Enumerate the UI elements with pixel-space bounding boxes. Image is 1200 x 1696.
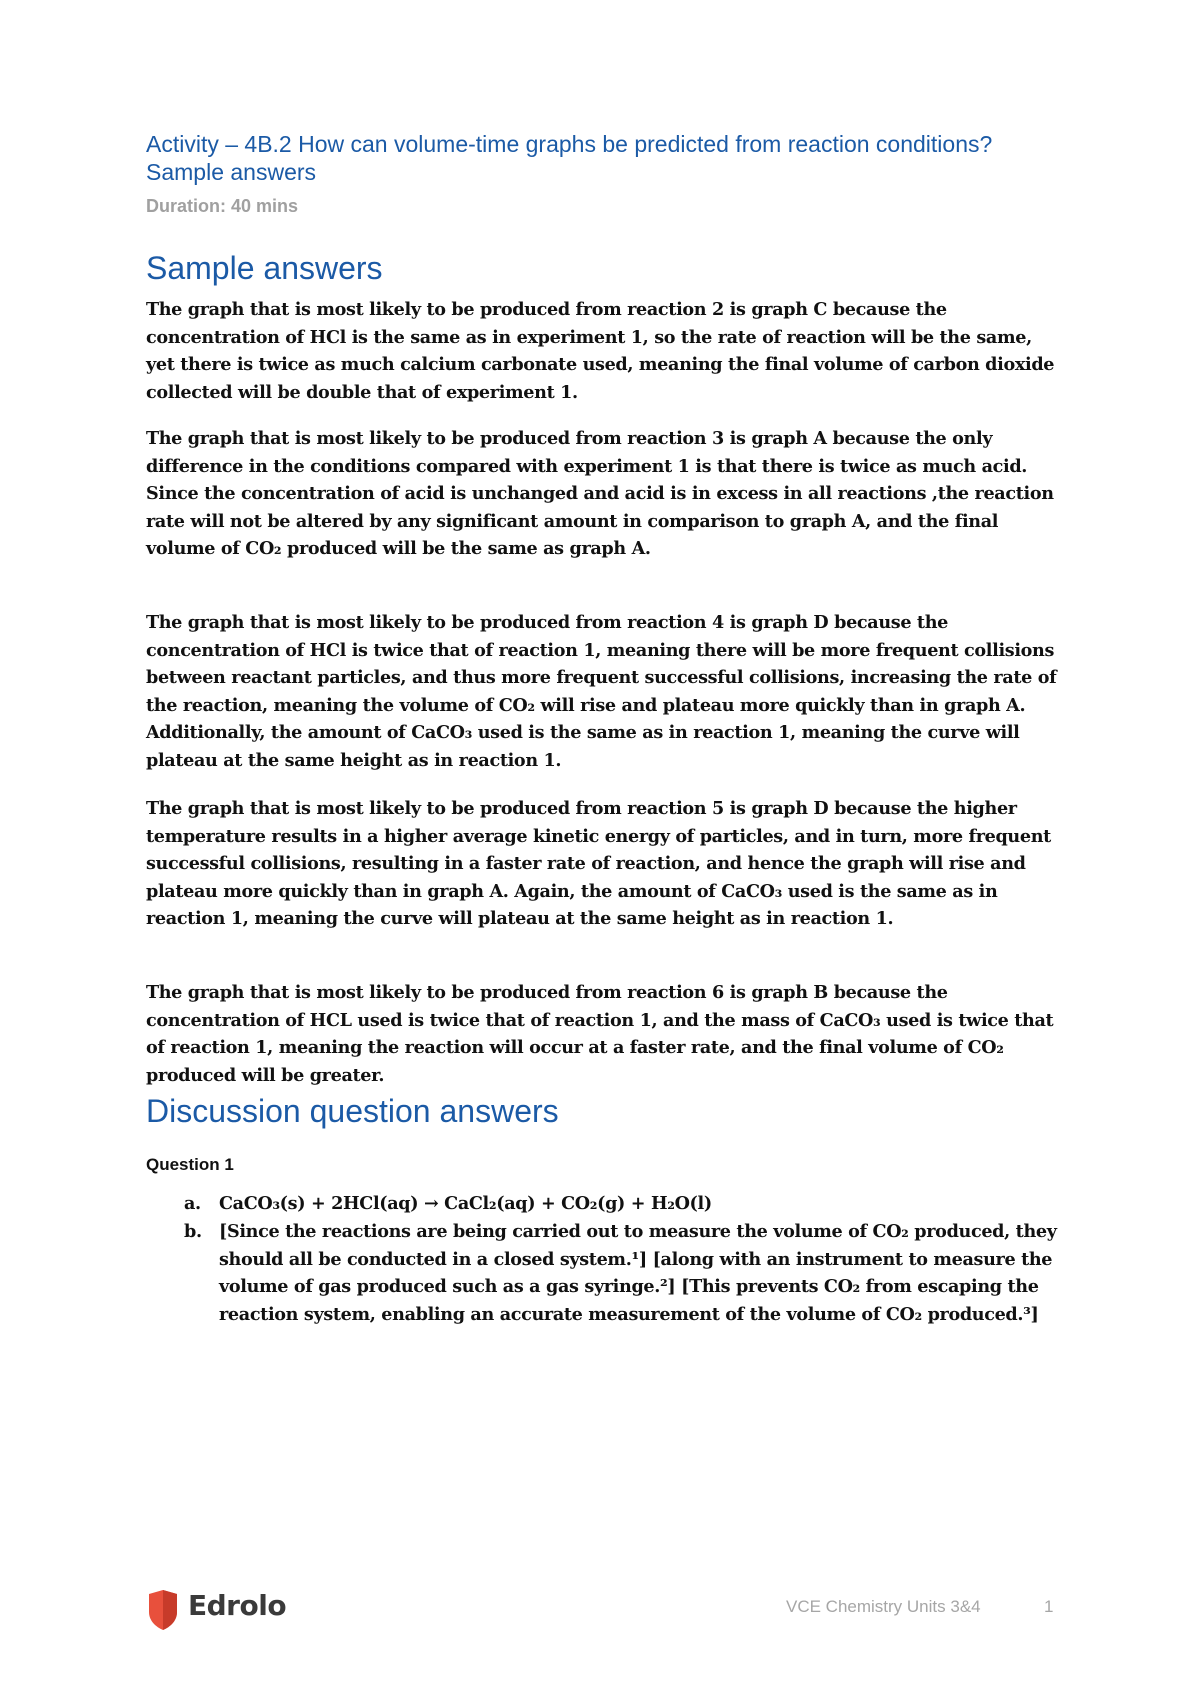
answer-marker: a. — [184, 1193, 201, 1214]
answer-marker: b. — [184, 1221, 202, 1242]
sample-answers-heading: Sample answers — [146, 250, 383, 286]
question-label: Question 1 — [146, 1155, 234, 1174]
answer-paragraph: The graph that is most likely to be produced from reaction 2 is graph C because the concentration of HCl is the same as in experiment 1, so the rate of reaction will be the same, yet there is twice as much calcium carbonate used, meaning the final volume of carbon dioxide collected will be double that of experiment 1. — [146, 299, 1055, 403]
answer-paragraph: The graph that is most likely to be produced from reaction 4 is graph D because the concentration of HCl is twice that of reaction 1, meaning there will be more frequent collisions between reactant particles, and thus more frequent successful collisions, increasing the rate of the reaction, meaning the volume of CO₂ will rise and plateau more quickly than in graph A. Additionally, the amount of CaCO₃ used is the same as in reaction 1, meaning the curve will plateau at the same height as in reaction 1. — [146, 612, 1057, 771]
answer-text: [Since the reactions are being carried out to measure the volume of CO₂ produced, they should all be conducted in a closed system.¹] [along with an instrument to measure the volume of gas produced such as a gas syringe.²] [This prevents CO₂ from escaping the reaction system, enabling an accurate measurement of the volume of CO₂ produced.³] — [219, 1221, 1057, 1325]
edrolo-logo — [148, 1590, 288, 1630]
answer-item — [146, 1190, 1066, 1218]
answer-paragraph: The graph that is most likely to be produced from reaction 5 is graph D because the higher temperature results in a higher average kinetic energy of particles, and in turn, more frequent successful collisions, resulting in a faster rate of reaction, and hence the graph will rise and plateau more quickly than in graph A. Again, the amount of CaCO₃ used is the same as in reaction 1, meaning the curve will plateau at the same height as in reaction 1. — [146, 798, 1051, 929]
duration-label: Duration: 40 mins — [146, 196, 299, 216]
answer-paragraph: The graph that is most likely to be produced from reaction 6 is graph B because the concentration of HCL used is twice that of reaction 1, and the mass of CaCO₃ used is twice that of reaction 1, meaning the reaction will occur at a faster rate, and the final volume of CO₂ produced will be greater. — [146, 982, 1054, 1086]
shield-logo-icon — [148, 1590, 178, 1630]
answer-paragraph: The graph that is most likely to be produced from reaction 3 is graph A because the only difference in the conditions compared with experiment 1 is that there is twice as much acid. Since the concentration of acid is unchanged and acid is in excess in all reactions ,the reaction rate will not be altered by any significant amount in comparison to graph A, and the final volume of CO₂ produced will be the same as graph A. — [146, 428, 1054, 559]
footer-course: VCE Chemistry Units 3&4 — [786, 1597, 981, 1616]
answer-item — [146, 1218, 1066, 1328]
page-number: 1 — [1044, 1597, 1054, 1616]
answer-text: CaCO₃(s) + 2HCl(aq) → CaCl₂(aq) + CO₂(g) + H₂O(l) — [219, 1193, 712, 1214]
discussion-heading: Discussion question answers — [146, 1093, 559, 1129]
activity-title: Activity – 4B.2 How can volume-time graphs be predicted from reaction conditions? Sample answers — [146, 131, 993, 185]
brand-name: Edrolo — [188, 1589, 287, 1622]
